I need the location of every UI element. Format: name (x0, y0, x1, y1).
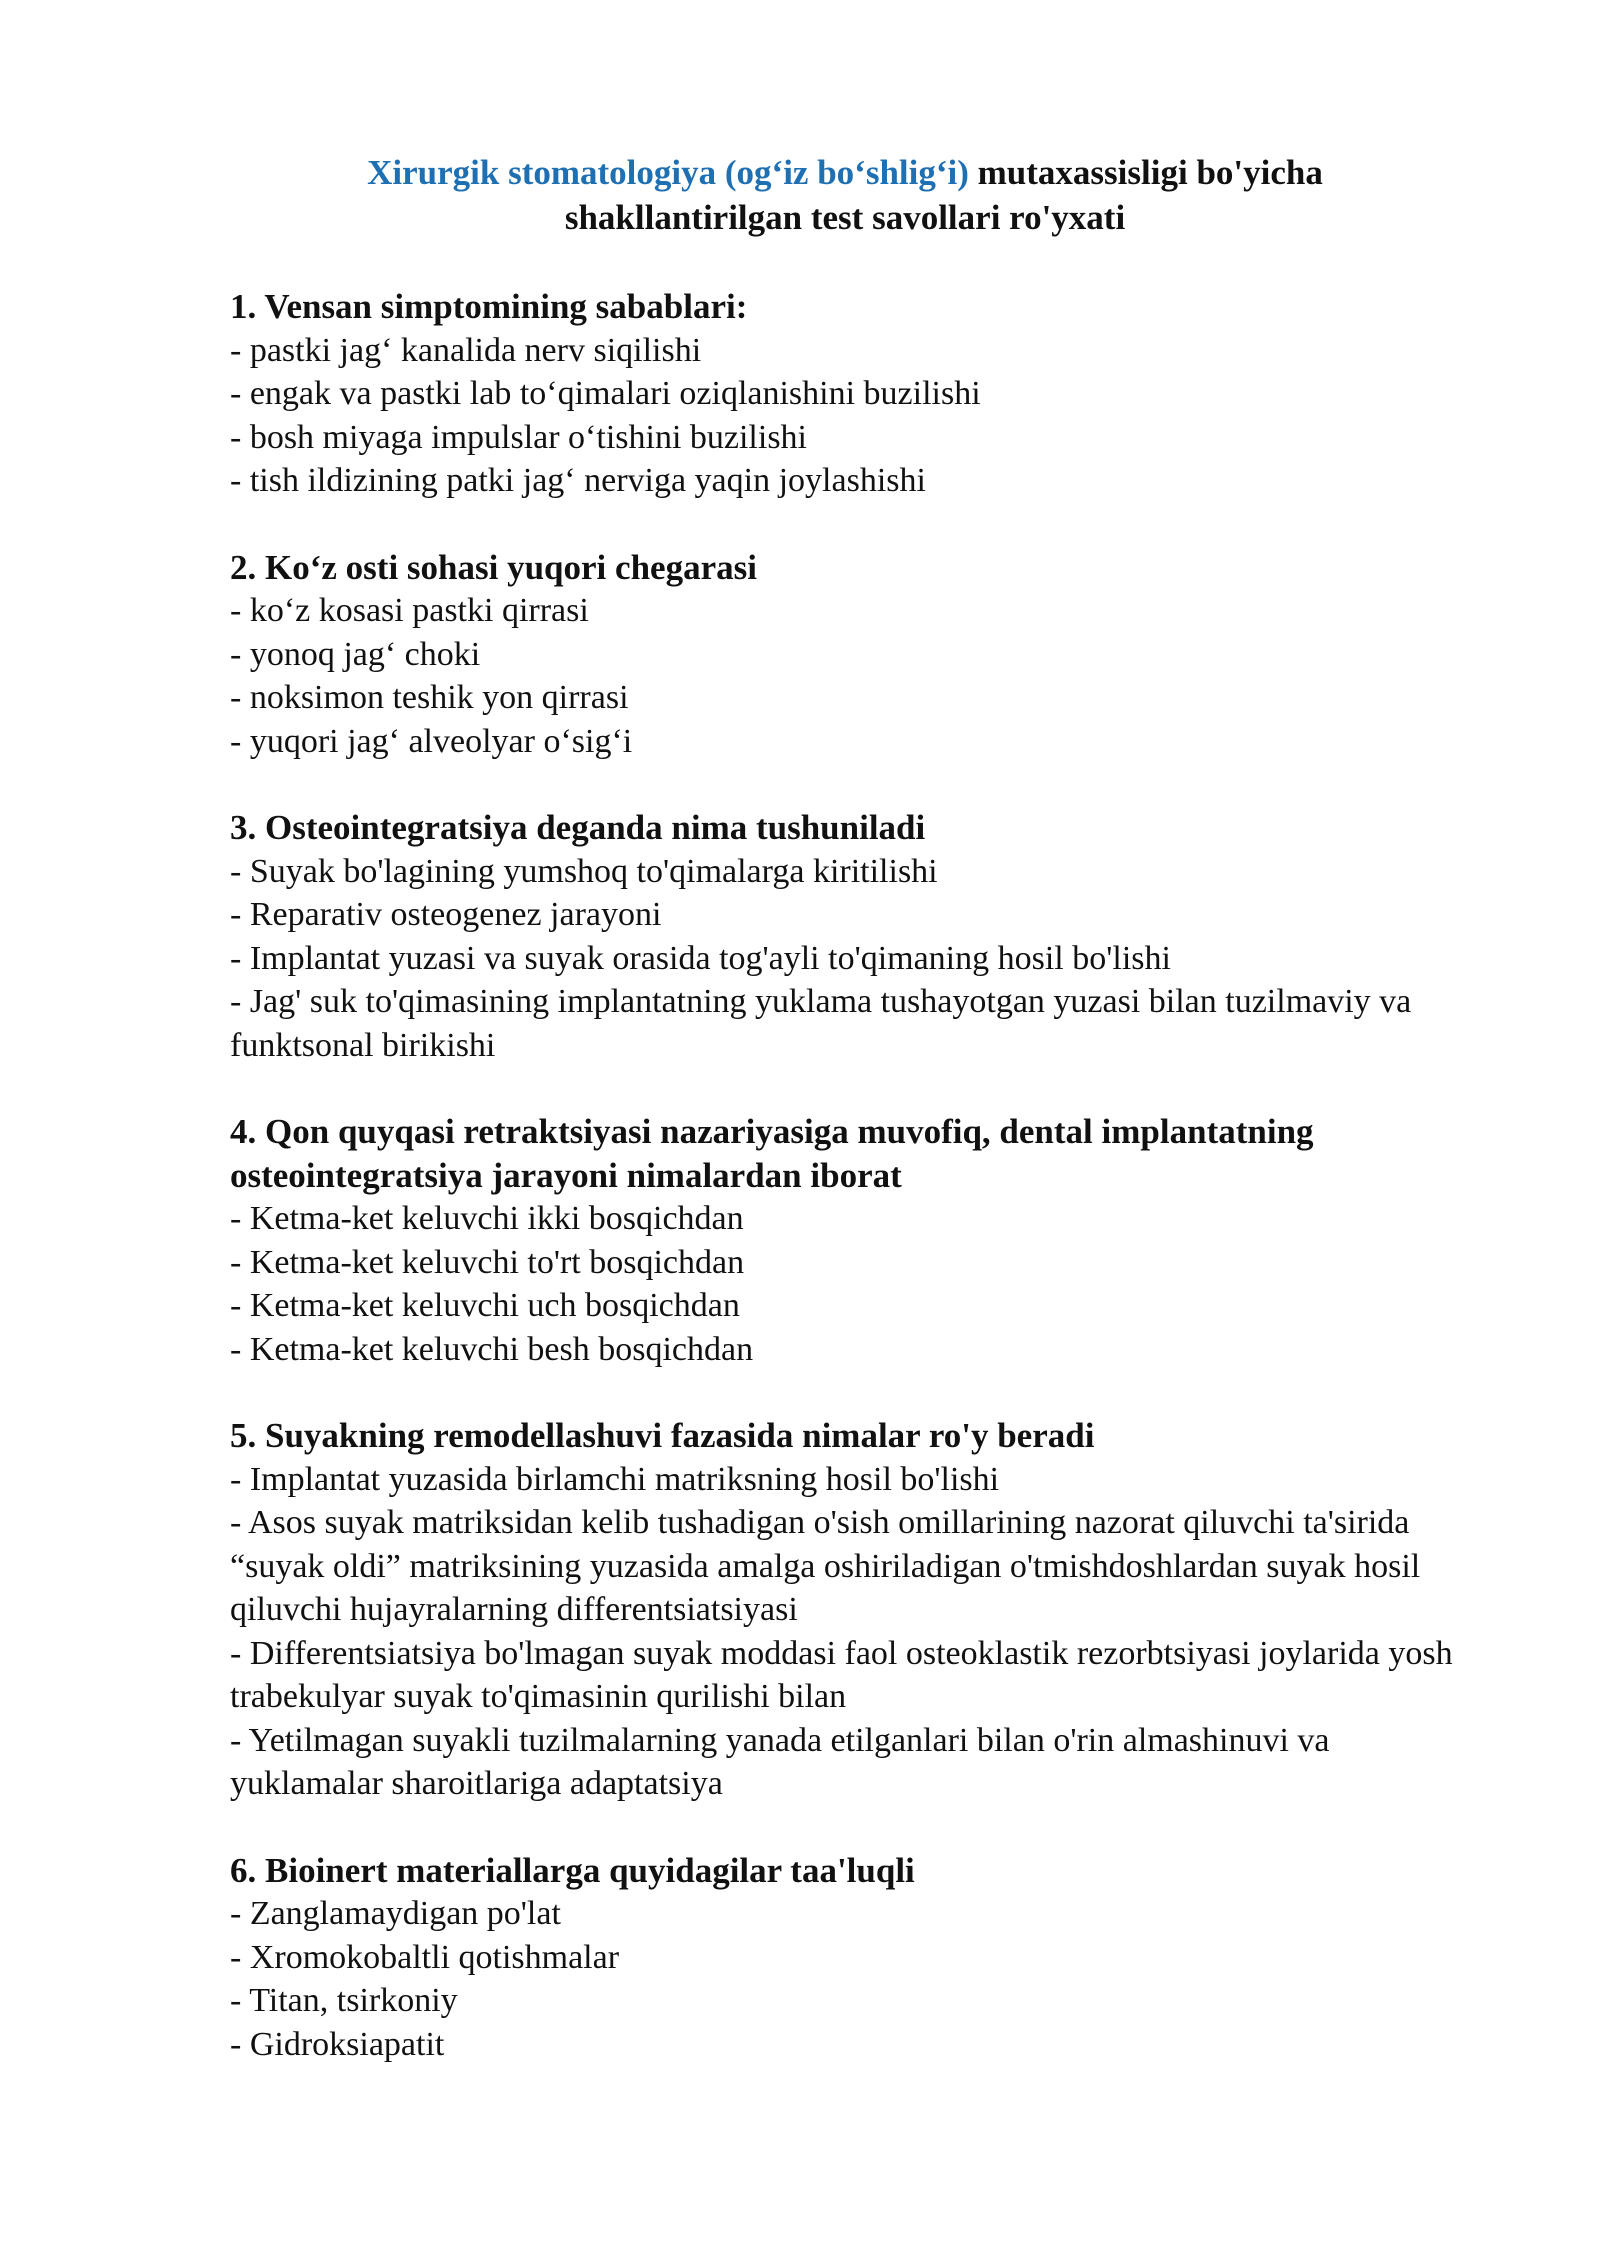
question-text: Vensan simptomining sabablari: (264, 287, 748, 326)
answer-option: - Xromokobaltli qotishmalar (230, 1938, 620, 1976)
question-list (230, 285, 1480, 2109)
answer-option: - Ketma-ket keluvchi to'rt bosqichdan (230, 1243, 745, 1281)
answer-option: - Reparativ osteogenez jarayoni (230, 896, 662, 933)
answer-option: - Jag' suk to'qimasining implantatning yuklama tushayotgan yuzasi bilan tuzilmaviy va funktsonal birikishi (230, 983, 1412, 1064)
question-6 (230, 1849, 1480, 2067)
answer-option: - Titan, tsirkoniy (230, 1982, 458, 2019)
answer-option: - tish ildizining patki jag‘ nerviga yaqin joylashishi (230, 462, 926, 499)
question-3 (230, 806, 1480, 1067)
answer-option: - engak va pastki lab to‘qimalari oziqlanishini buzilishi (230, 375, 981, 412)
question-text: Osteointegratsiya deganda nima tushuniladi (265, 808, 926, 847)
answer-option: - yonoq jag‘ choki (230, 635, 481, 673)
answer-option: - Implantat yuzasida birlamchi matriksning hosil bo'lishi (230, 1460, 1000, 1498)
question-heading (230, 1110, 1480, 1197)
answer-option: - Suyak bo'lagining yumshoq to'qimalarga kiritilishi (230, 852, 938, 890)
question-number: 4. (230, 1112, 257, 1151)
question-number: 5. (230, 1416, 257, 1455)
question-text: Bioinert materiallarga quyidagilar taa'luqli (265, 1850, 915, 1890)
answer-option: - Zanglamaydigan po'lat (230, 1895, 561, 1932)
title-line-2: shakllantirilgan test savollari ro'yxati (564, 198, 1126, 237)
answer-option: - Asos suyak matriksidan kelib tushadigan o'sish omillarining nazorat qiluvchi ta'sirida “suyak oldi” matriksining yuzasida amalga oshiriladigan o'tmishdoshlardan suyak hosil qiluvchi hujayralarning differentsiatsiyasi (230, 1504, 1421, 1628)
answer-option: - ko‘z kosasi pastki qirrasi (230, 592, 589, 629)
answer-option: - Ketma-ket keluvchi uch bosqichdan (230, 1287, 740, 1324)
answer-option: - yuqori jag‘ alveolyar o‘sig‘i (230, 722, 633, 760)
question-text: Suyakning remodellashuvi fazasida nimalar ro'y beradi (265, 1416, 1095, 1455)
question-heading (230, 806, 1480, 850)
question-text: Ko‘z osti sohasi yuqori chegarasi (265, 547, 757, 587)
question-2 (230, 546, 1480, 764)
answer-option: - Implantat yuzasi va suyak orasida tog'ayli to'qimaning hosil bo'lishi (230, 939, 1171, 977)
answer-option: - Yetilmagan suyakli tuzilmalarning yanada etilganlari bilan o'rin almashinuvi va yuklamalar sharoitlariga adaptatsiya (230, 1721, 1330, 1802)
title-accent: Xirurgik stomatologiya (og‘iz bo‘shlig‘i) (367, 153, 969, 192)
question-5 (230, 1414, 1480, 1806)
title-rest: mutaxassisligi bo'yicha (968, 153, 1323, 192)
question-heading (230, 1414, 1480, 1458)
answer-option: - Ketma-ket keluvchi besh bosqichdan (230, 1330, 754, 1368)
question-1 (230, 285, 1480, 503)
title-line-1 (230, 150, 1460, 195)
answer-option: - pastki jag‘ kanalida nerv siqilishi (230, 331, 702, 369)
answer-option: - Gidroksiapatit (230, 2025, 445, 2063)
answer-option: - Differentsiatsiya bo'lmagan suyak moddasi faol osteoklastik rezorbtsiyasi joylarida yosh trabekulyar suyak to'qimasinin qurilishi bilan (230, 1634, 1453, 1715)
question-text: Qon quyqasi retraktsiyasi nazariyasiga muvofiq, dental implantatning osteointegratsiya jarayoni nimalardan iborat (230, 1112, 1314, 1195)
question-number: 2. (230, 547, 257, 587)
question-heading (230, 285, 1480, 329)
answer-option: - noksimon teshik yon qirrasi (230, 679, 629, 716)
question-4 (230, 1110, 1480, 1371)
answer-option: - Ketma-ket keluvchi ikki bosqichdan (230, 1200, 744, 1237)
answer-option: - bosh miyaga impulslar o‘tishini buzilishi (230, 418, 808, 456)
question-heading (230, 1849, 1480, 1893)
question-number: 3. (230, 808, 257, 847)
question-number: 6. (230, 1850, 257, 1890)
question-number: 1. (230, 287, 257, 326)
question-heading (230, 546, 1480, 590)
page-title (230, 150, 1460, 240)
